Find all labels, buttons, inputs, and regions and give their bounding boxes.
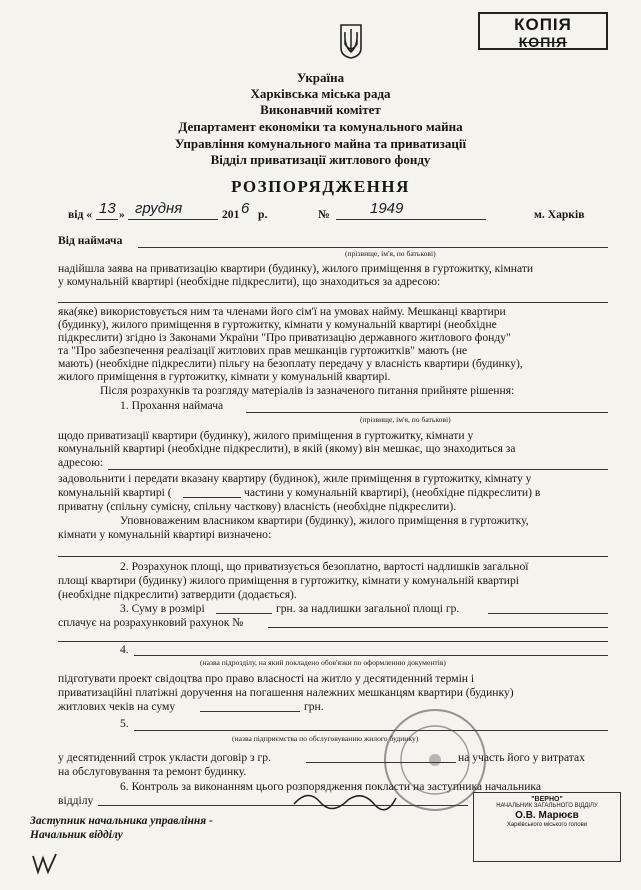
- date-mid: »: [119, 208, 125, 221]
- date-day-line: [96, 219, 118, 220]
- para2-e: мають) (необхідне підкреслити) пільгу на безоплату передачу у власність квартири (будинку),: [58, 357, 523, 370]
- item4-org-line: [134, 655, 608, 656]
- item5-a2: на участь його у витратах: [458, 751, 585, 764]
- header-committee: Виконавчий комітет: [260, 102, 381, 117]
- item5-hint: (назва підприємства по обслуговуванню жилого будинку): [232, 734, 419, 743]
- date-month-line: [128, 219, 218, 220]
- trident-emblem-icon: [338, 22, 364, 60]
- para2-c: підкреслити) згідно із Законами України "Про приватизацію державного житлового фонду": [58, 331, 511, 344]
- date-prefix: від «: [68, 208, 93, 221]
- item2-c: (необхідне підкреслити) затвердити (додається).: [58, 588, 297, 601]
- item4-sum-line: [200, 711, 300, 712]
- tenant-label: Від наймача: [58, 234, 123, 247]
- item3-account-line: [268, 627, 608, 628]
- item5-b: на обслуговування та ремонт будинку.: [58, 765, 247, 778]
- signature-icon: [290, 786, 400, 812]
- city: м. Харків: [534, 208, 585, 221]
- item1-d: задовольнити і передати вказану квартиру (будинок), жиле приміщення в гуртожитку, кімнату у: [58, 472, 532, 485]
- item1-share-line: [183, 497, 241, 498]
- date-year-prefix: 201: [222, 208, 240, 221]
- approval-stamp-line3: О.В. Марюєв: [515, 810, 579, 821]
- approval-stamp-line2: НАЧАЛЬНИК ЗАГАЛЬНОГО ВІДДІЛУ: [496, 803, 598, 809]
- para2-b: (будинку), жилого приміщення в гуртожитку, кімнати у комунальній квартирі (необхідне: [58, 318, 497, 331]
- item1-f: приватну (спільну сумісну, спільну часткову) власність (необхідне підкреслити).: [58, 500, 457, 513]
- header-council: Харківська міська рада: [250, 86, 391, 101]
- item5-label: 5.: [120, 717, 129, 730]
- item1-label: 1. Прохання наймача: [120, 399, 224, 412]
- item4-c: житлових чеків на суму: [58, 700, 176, 713]
- approval-stamp-line4: Харківського міського голови: [506, 822, 588, 828]
- item1-h: кімнати у комунальній квартирі визначено:: [58, 528, 272, 541]
- item1-g: Уповноваженим власником квартири (будинку), жилого приміщення в гуртожитку,: [120, 514, 529, 527]
- footer-line1: Заступник начальника управління -: [30, 815, 213, 827]
- copy-stamp-line1: КОПІЯ: [514, 15, 572, 34]
- item5-org-line: [134, 730, 608, 731]
- tenant-name-line: [138, 247, 608, 248]
- para3: Після розрахунків та розгляду матеріалів із зазначеного питання прийняте рішення:: [100, 384, 515, 397]
- copy-stamp-line2: КОПІЯ: [518, 34, 568, 50]
- item1-b: комунальній квартирі (необхідне підкреслити), в якій (якому) він мешкає, що знаходиться за: [58, 442, 516, 455]
- header-administration: Управління комунального майна та приватизації: [174, 136, 467, 151]
- date-year-end: р.: [258, 208, 268, 221]
- header-department: Департамент економіки та комунального майна: [178, 119, 463, 134]
- item2-b: площі квартири (будинку) жилого приміщення в гуртожитку, кімнати у комунальній квартирі: [58, 574, 520, 587]
- para1-b: у комунальній квартирі (необхідне підкреслити), що знаходиться за адресою:: [58, 275, 441, 288]
- order-number: 1949: [370, 200, 404, 217]
- item4-c2: грн.: [304, 700, 324, 713]
- item4-hint: (назва підрозділу, на який покладено обов'язки по оформленню документів): [200, 658, 446, 667]
- item6-b: відділу: [58, 794, 94, 807]
- para2-a: яка(яке) використовується ним та членами його сім'ї на умовах найму. Мешканці квартири: [58, 305, 506, 318]
- order-number-label: №: [318, 208, 330, 221]
- date-day: 13: [99, 200, 116, 217]
- address2-line: [108, 469, 608, 470]
- item3-a2: грн. за надлишки загальної площі гр.: [276, 602, 460, 615]
- item1-name-line: [246, 412, 608, 413]
- para2-d: та "Про забезпечення реалізації житлових прав мешканців гуртожитків" мають (не: [58, 344, 468, 357]
- item3-sum-line: [216, 613, 272, 614]
- item1-a: щодо приватизації квартири (будинку), жилого приміщення в гуртожитку, кімнати у: [58, 429, 474, 442]
- document-title: РОЗПОРЯДЖЕННЯ: [231, 177, 410, 196]
- copy-stamp: [478, 12, 608, 50]
- item4-b: приватизаційні платіжні доручення на погашення належних мешканцям квартири (будинку): [58, 686, 514, 699]
- order-number-line: [336, 219, 486, 220]
- item3-a: 3. Суму в розмірі: [120, 602, 205, 615]
- item1-name-hint: (прізвище, ім'я, по батькові): [360, 415, 451, 424]
- address1-line: [58, 302, 608, 303]
- item5-a: у десятиденний строк укласти договір з гр.: [58, 751, 271, 764]
- approval-stamp-line1: "ВЕРНО": [531, 796, 563, 803]
- date-month: грудня: [135, 200, 183, 217]
- owner-name-line: [58, 556, 608, 557]
- footer-line2: Начальник відділу: [30, 829, 123, 841]
- tenant-hint: (прізвище, ім'я, по батькові): [345, 249, 436, 258]
- handwritten-mark-icon: [30, 850, 60, 876]
- item6-a: 6. Контроль за виконанням цього розпорядження покласти на заступника начальника: [120, 780, 542, 793]
- item1-e2: частини у комунальній квартирі), (необхідне підкреслити) в: [244, 486, 541, 499]
- item4-label: 4.: [120, 643, 129, 656]
- item1-c: адресою:: [58, 456, 104, 469]
- date-year-suffix: 6: [241, 200, 250, 217]
- item3-b: сплачує на розрахунковий рахунок №: [58, 616, 244, 629]
- para2-f: жилого приміщення в гуртожитку, кімнати у комунальній квартирі.: [58, 370, 391, 383]
- item2-a: 2. Розрахунок площі, що приватизується безоплатно, вартості надлишків загальної: [120, 560, 529, 573]
- approval-stamp: [473, 792, 621, 862]
- item4-a: підготувати проект свідоцтва про право власності на житло у десятиденний термін і: [58, 672, 475, 685]
- header-country: Україна: [296, 70, 345, 85]
- item1-e: комунальній квартирі (: [58, 486, 172, 499]
- item3-extra-line: [58, 641, 608, 642]
- header-division: Відділ приватизації житлового фонду: [210, 152, 431, 167]
- para1-a: надійшла заява на приватизацію квартири (будинку), жилого приміщення в гуртожитку, кімнати: [58, 262, 534, 275]
- item3-person-line: [488, 613, 608, 614]
